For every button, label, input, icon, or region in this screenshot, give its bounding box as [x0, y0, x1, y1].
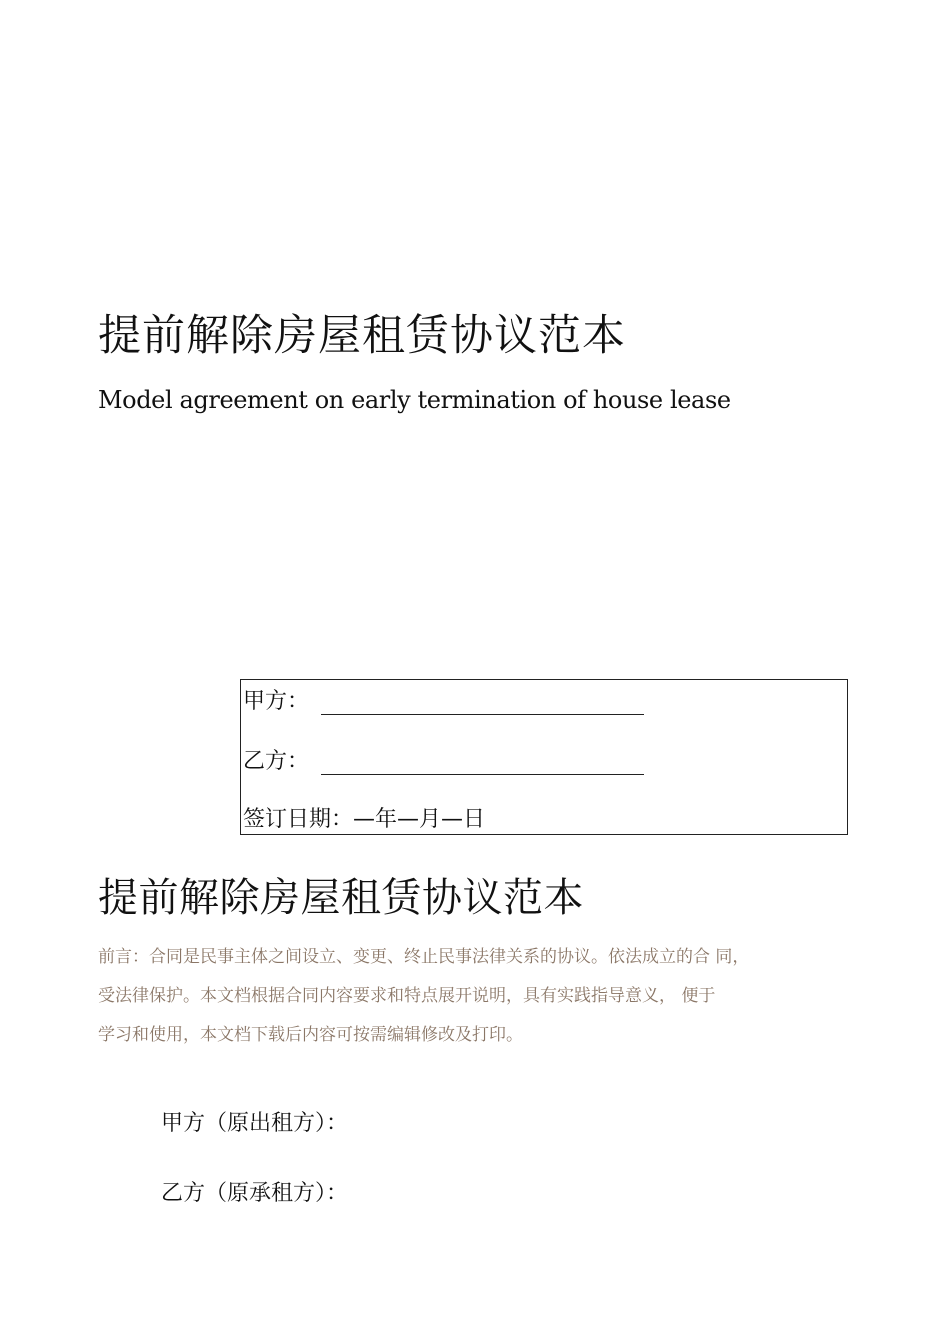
- party-a-label: 甲方：: [243, 689, 310, 714]
- document-title: 提前解除房屋租赁协议范本: [98, 875, 584, 921]
- party-b-heading: 乙方（原承租方）：: [161, 1181, 349, 1206]
- preface-line: 前言：合同是民事主体之间设立、变更、终止民事法律关系的协议。依法成立的合 同，: [98, 947, 750, 967]
- party-a-blank-line[interactable]: [321, 696, 644, 715]
- party-b-row: [243, 744, 644, 775]
- party-b-blank-line[interactable]: [321, 756, 644, 775]
- party-b-label: 乙方：: [243, 749, 310, 774]
- signature-info-box: [240, 679, 848, 835]
- preface-paragraph: [98, 938, 858, 1055]
- party-a-heading: 甲方（原出租方）：: [161, 1111, 349, 1136]
- preface-line: 学习和使用，本文档下载后内容可按需编辑修改及打印。: [98, 1025, 523, 1045]
- sign-date-label: 签订日期：—年—月—日: [243, 807, 486, 832]
- party-a-row: [243, 684, 644, 715]
- preface-line: 受法律保护。本文档根据合同内容要求和特点展开说明，具有实践指导意义， 便于: [98, 986, 716, 1006]
- cover-title: 提前解除房屋租赁协议范本: [98, 311, 626, 361]
- sign-date-row: [243, 802, 485, 833]
- cover-subtitle: Model agreement on early termination of house lease: [98, 386, 731, 414]
